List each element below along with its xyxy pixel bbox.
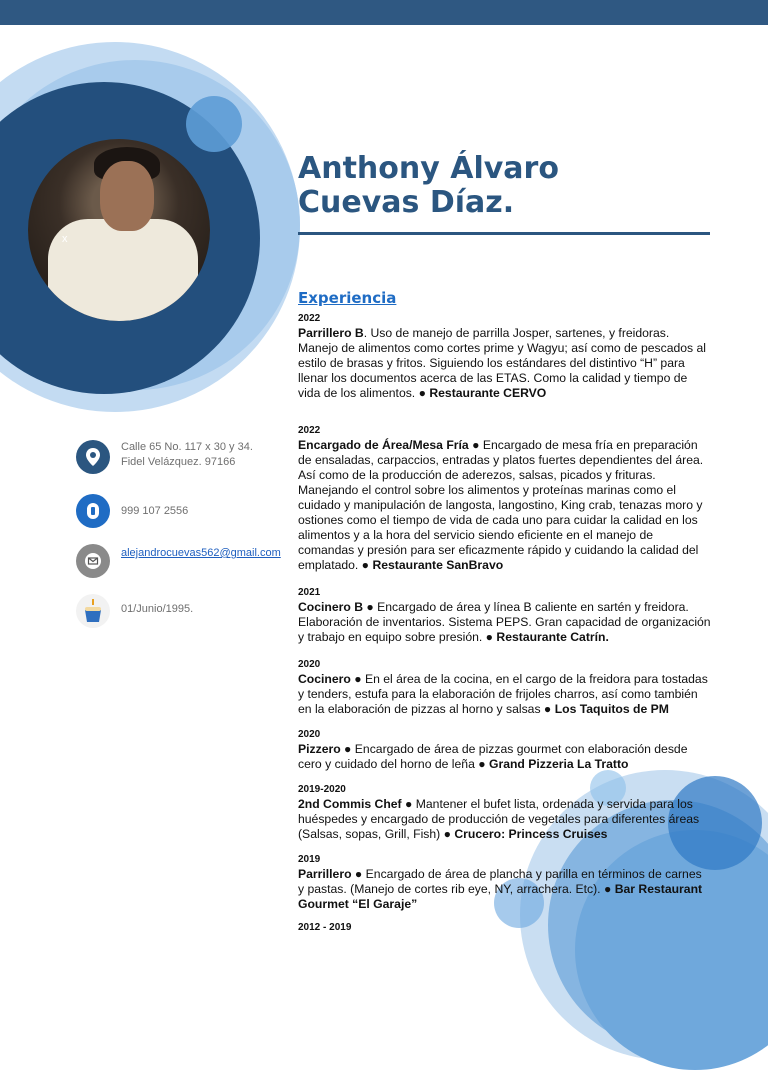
- experience-description: ● Encargado de área y línea B caliente en sartén y freidora. Elaboración de inventarios. Sistema PEPS. Gran capacidad de organización y trabajo en equipo sobre presión. ●: [298, 600, 711, 644]
- profile-photo: [28, 139, 210, 321]
- experience-list: [298, 313, 711, 935]
- experience-description: ● En el área de la cocina, en el cargo de la freidora para tostadas y tenders, estufa para la elaboración de frijoles charros, así como también en la elaboración de pizzas al horno y salsas ●: [298, 672, 708, 716]
- experience-employer: Restaurante Catrín.: [496, 630, 609, 644]
- experience-description: ● Encargado de mesa fría en preparación de ensaladas, carpaccios, entradas y platos fuertes dependientes del área. Así como de la producción de aderezos, salsas, picados y frituras. Manejando el control sobre los alimentos y proteínas marinas como el cuidado y manipulación de langosta, langostino, King crab, tenazas moro y ostiones como el tiempo de vida de cada uno para cuidar la calidad en los alimentos y a la hora del servicio siendo eficiente en el manejo de comandas y presión para ser eficazmente rápido y cuidando la calidad del emplatado. ●: [298, 438, 704, 572]
- experience-description: . Uso de manejo de parrilla Josper, sartenes, y freidoras. Manejo de alimentos como cortes prime y Wagyu; así como de pescados al estilo de brasas y fritos. Siguiendo los estándares del distintivo “H” para llenar los documentos acerca de las ETAS. Como la calidad y tiempo de vida de los alimentos. ●: [298, 326, 707, 400]
- experience-employer: Los Taquitos de PM: [554, 702, 669, 716]
- experience-item: [298, 313, 711, 401]
- experience-employer: Crucero: Princess Cruises: [454, 827, 608, 841]
- experience-role: Pizzero: [298, 742, 341, 756]
- experience-year: 2020: [298, 729, 321, 740]
- experience-role: Cocinero: [298, 672, 351, 686]
- experience-item: [298, 729, 711, 772]
- experience-employer: Bar Restaurant Gourmet “El Garaje”: [298, 882, 703, 911]
- experience-role: Parrillero: [298, 867, 352, 881]
- email-link[interactable]: alejandrocuevas562@gmail.com: [121, 547, 281, 559]
- experience-employer: Restaurante CERVO: [429, 386, 547, 400]
- experience-description: ● Encargado de área de pizzas gourmet con elaboración desde cero y cuidado del horno de leña ●: [298, 742, 688, 771]
- top-color-bar: [0, 0, 768, 25]
- experience-item: [298, 425, 711, 573]
- experience-year: 2019: [298, 854, 321, 865]
- phone-text: 999 107 2556: [121, 505, 189, 517]
- photo-face: [100, 161, 154, 231]
- experience-heading: Experiencia: [298, 289, 397, 307]
- experience-item: [298, 659, 711, 717]
- experience-item: [298, 854, 711, 912]
- decorative-circle-small: [186, 96, 242, 152]
- experience-item: [298, 784, 711, 842]
- experience-year: 2019-2020: [298, 784, 346, 795]
- name-divider: [298, 232, 710, 235]
- birthdate-text: 01/Junio/1995.: [121, 603, 194, 615]
- experience-employer: Grand Pizzeria La Tratto: [488, 757, 629, 771]
- phone-icon: [76, 494, 110, 528]
- experience-role: Cocinero B: [298, 600, 364, 614]
- experience-employer: Restaurante SanBravo: [372, 558, 504, 572]
- birthday-cake-icon: [76, 594, 110, 628]
- experience-year: 2021: [298, 587, 321, 598]
- experience-year: 2020: [298, 659, 321, 670]
- experience-item: [298, 587, 711, 645]
- experience-item: [298, 922, 711, 934]
- experience-role: Encargado de Área/Mesa Fría: [298, 438, 469, 452]
- experience-role: Parrillero B: [298, 326, 364, 340]
- email-icon: [76, 544, 110, 578]
- experience-description: ● Encargado de área de plancha y parilla en términos de carnes y pastas. (Manejo de cortes rib eye, NY, arrachera. Etc). ●: [298, 867, 702, 896]
- experience-role: 2nd Commis Chef: [298, 797, 402, 811]
- experience-description: ● Mantener el bufet lista, ordenada y servida para los huéspedes y encargado de producción de vegetales para diferentes áreas (Salsas, sopas, Grill, Fish) ●: [298, 797, 700, 841]
- name-line-1: Anthony Álvaro: [298, 151, 559, 186]
- person-name: [298, 152, 718, 220]
- photo-chef-coat: [48, 219, 198, 321]
- photo-mark: x: [62, 233, 68, 245]
- name-line-2: Cuevas Díaz.: [298, 185, 515, 220]
- experience-year: 2022: [298, 313, 321, 324]
- address-text: Calle 65 No. 117 x 30 y 34. Fidel Velázquez. 97166: [121, 441, 253, 468]
- experience-year: 2022: [298, 425, 321, 436]
- location-icon: [76, 440, 110, 474]
- experience-year: 2012 - 2019: [298, 922, 352, 933]
